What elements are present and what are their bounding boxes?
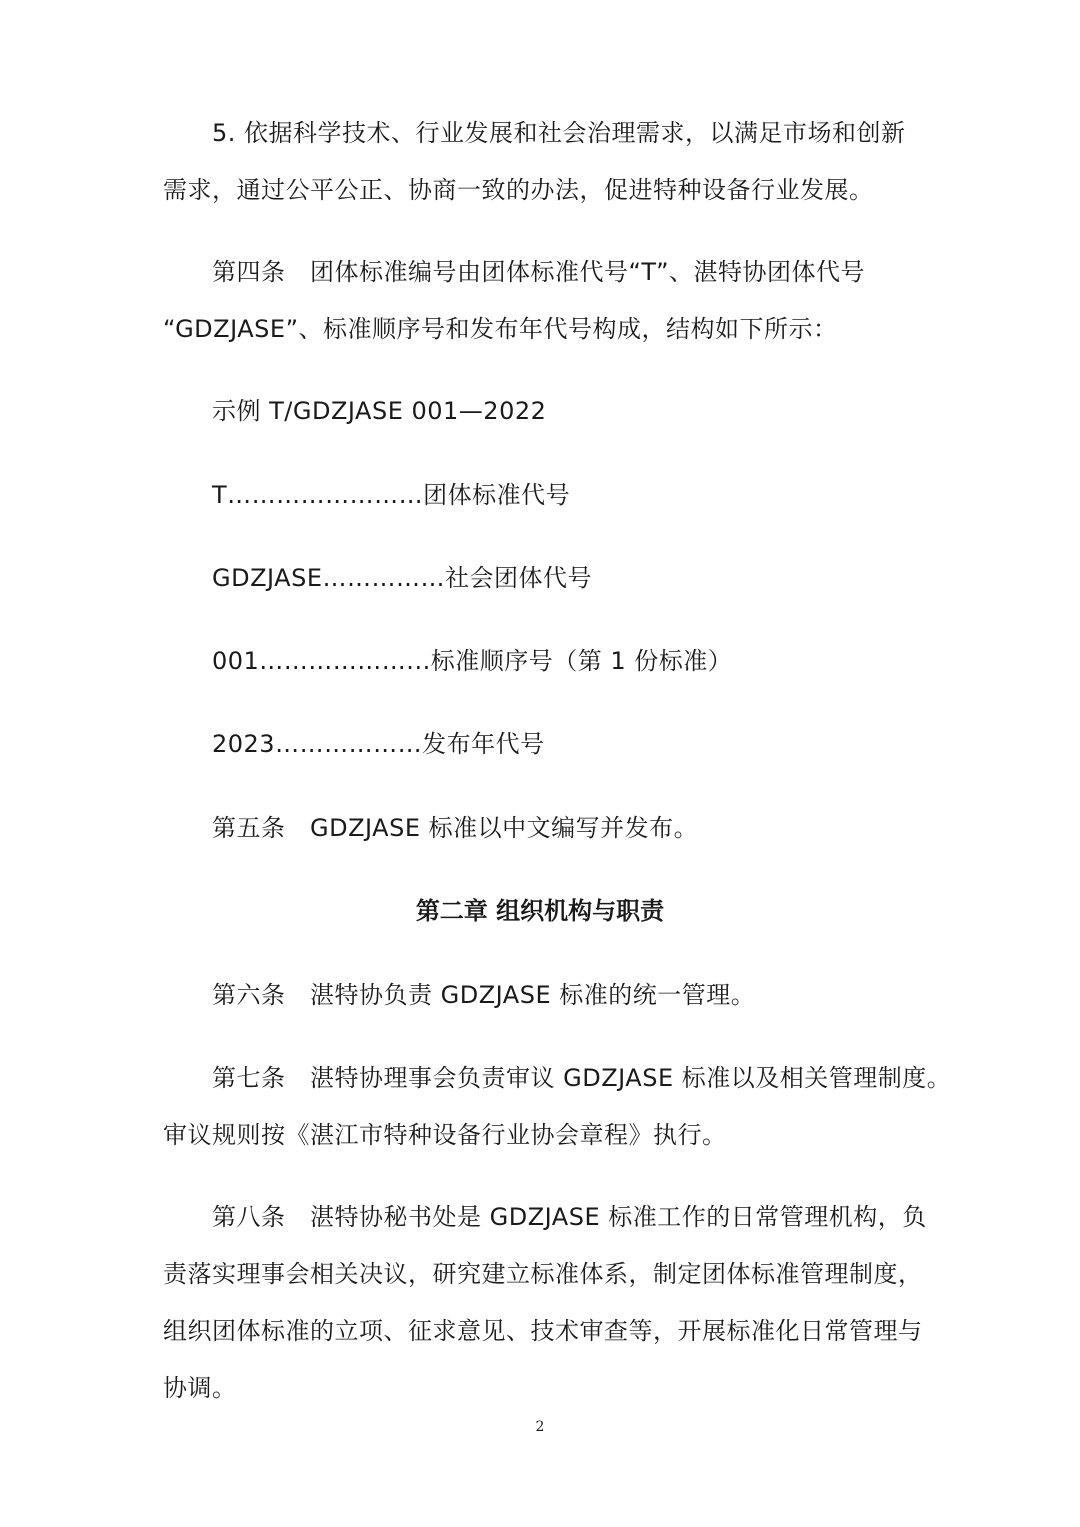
paragraph-5-line-2: 需求，通过公平公正、协商一致的办法，促进特种设备行业发展。 — [163, 176, 874, 204]
page-number: 2 — [535, 1419, 545, 1435]
paragraph-5-line-1: 5. 依据科学技术、行业发展和社会治理需求，以满足市场和创新 — [212, 119, 906, 147]
article-4-line-2: “GDZJASE”、标准顺序号和发布年代号构成，结构如下所示： — [163, 315, 838, 343]
article-4-line-1: 第四条 团体标准编号由团体标准代号“T”、湛特协团体代号 — [212, 258, 865, 286]
article-8-line-2: 责落实理事会相关决议，研究建立标准体系，制定团体标准管理制度， — [163, 1260, 923, 1288]
article-7-line-2: 审议规则按《湛江市特种设备行业协会章程》执行。 — [163, 1121, 727, 1149]
article-6: 第六条 湛特协负责 GDZJASE 标准的统一管理。 — [212, 981, 756, 1009]
article-5: 第五条 GDZJASE 标准以中文编写并发布。 — [212, 814, 699, 842]
example-line: 示例 T/GDZJASE 001—2022 — [212, 397, 547, 425]
article-8-line-4: 协调。 — [163, 1374, 237, 1402]
example-item-t: T……………………团体标准代号 — [212, 481, 571, 509]
example-item-001: 001………………...标准顺序号（第 1 份标准） — [212, 647, 733, 675]
article-8-line-1: 第八条 湛特协秘书处是 GDZJASE 标准工作的日常管理机构，负 — [212, 1203, 927, 1231]
example-item-2023: 2023………………发布年代号 — [212, 730, 545, 758]
example-item-gdzjase: GDZJASE……………社会团体代号 — [212, 564, 592, 592]
chapter-2-heading: 第二章 组织机构与职责 — [415, 897, 665, 925]
article-8-line-3: 组织团体标准的立项、征求意见、技术审查等，开展标准化日常管理与 — [163, 1317, 923, 1345]
article-7-line-1: 第七条 湛特协理事会负责审议 GDZJASE 标准以及相关管理制度。 — [212, 1064, 952, 1092]
